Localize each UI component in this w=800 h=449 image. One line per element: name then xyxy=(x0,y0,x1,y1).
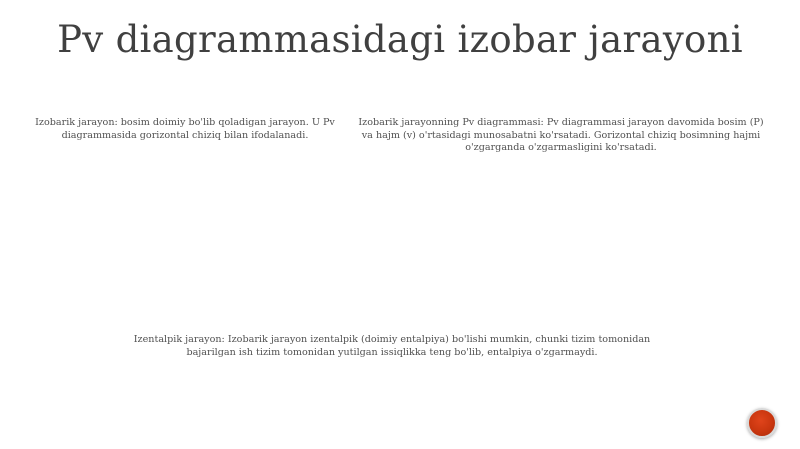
text-block-pv-diagram: Izobarik jarayonning Pv diagrammasi: Pv diagrammasi jarayon davomida bosim (P) va hajm (v) o'rtasidagi munosabatni ko'rsatadi. Gorizontal chiziq bosimning hajmi o'zgarganda o'zgarmasligini ko'rsatadi. xyxy=(358,117,764,153)
slide-title: Pv diagrammasidagi izobar jarayoni xyxy=(57,18,743,61)
next-slide-button[interactable] xyxy=(747,408,777,438)
text-block-isenthalpic-process: Izentalpik jarayon: Izobarik jarayon izentalpik (doimiy entalpiya) bo'lishi mumkin, chunki tizim tomonidan bajarilgan ish tizim tomonidan yutilgan issiqlikka teng bo'lib, entalpiya o'zgarmaydi. xyxy=(133,334,651,358)
text-block-isobaric-process: Izobarik jarayon: bosim doimiy bo'lib qoladigan jarayon. U Pv diagrammasida gorizontal chiziq bilan ifodalanadi. xyxy=(35,117,335,141)
